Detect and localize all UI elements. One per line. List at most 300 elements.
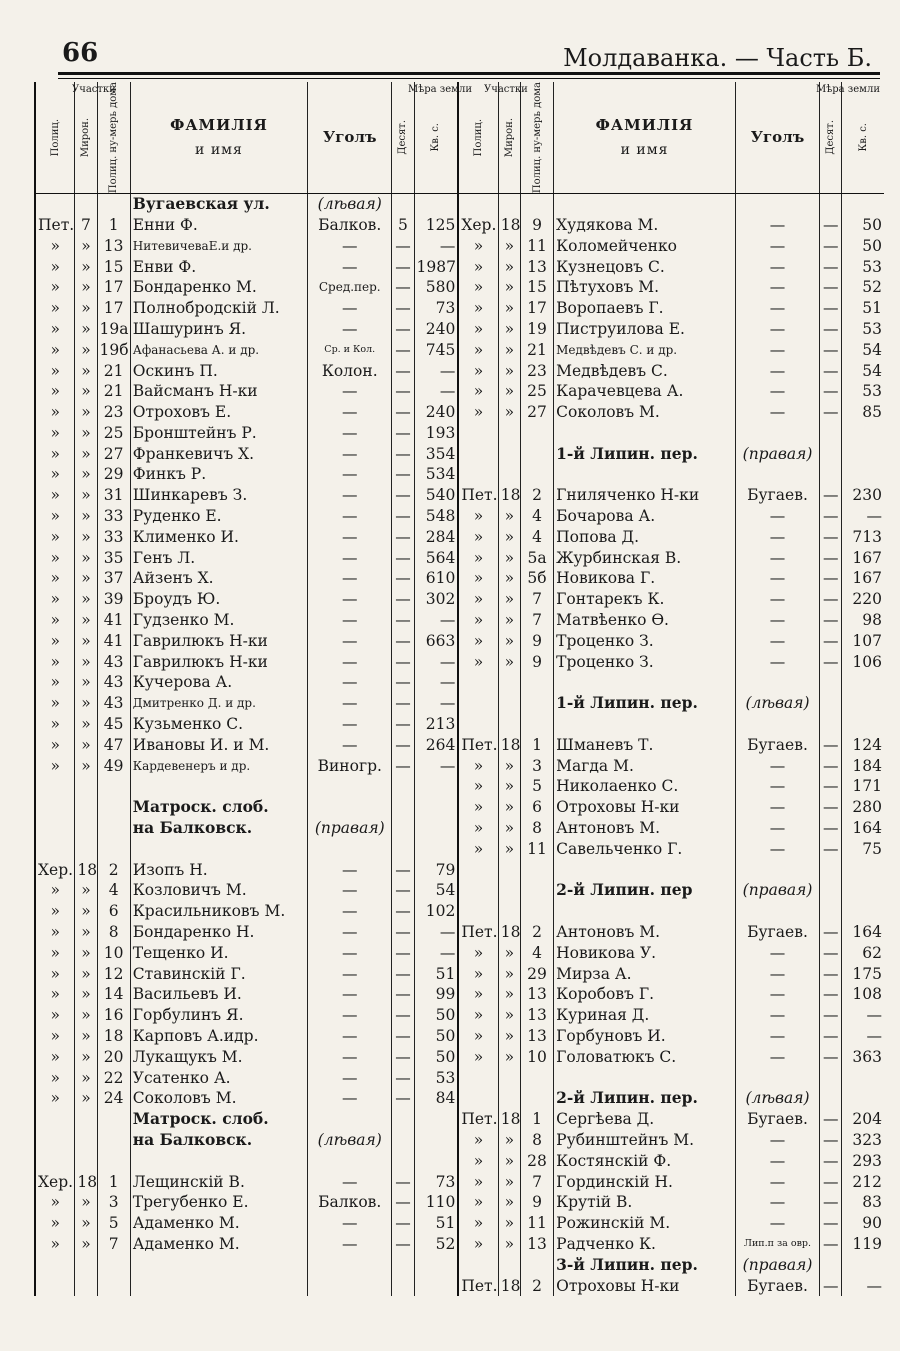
magistrate-precinct: » (75, 381, 97, 402)
table-row (35, 693, 884, 714)
police-station: » (35, 485, 75, 506)
house-number: 35 (97, 548, 130, 569)
police-station: » (458, 776, 498, 797)
land-desyatina: — (392, 257, 414, 278)
police-station: » (35, 610, 75, 631)
empty-cell (75, 1109, 97, 1130)
land-sq-sazhen: — (842, 1026, 884, 1047)
empty-cell (735, 901, 819, 922)
police-station: » (458, 1047, 498, 1068)
owner-name: Адаменко М. (130, 1213, 307, 1234)
owner-name: Пѣтуховъ М. (554, 277, 736, 298)
land-sq-sazhen: 52 (842, 277, 884, 298)
police-station: » (35, 922, 75, 943)
corner-street: Бугаев. (735, 1276, 819, 1297)
table-row (35, 1005, 884, 1026)
land-sq-sazhen: 125 (414, 215, 458, 236)
empty-cell (458, 714, 498, 735)
house-number: 19а (97, 319, 130, 340)
street-side: (лѣвая) (308, 1130, 392, 1151)
land-sq-sazhen: 53 (842, 381, 884, 402)
land-desyatina: — (820, 1172, 842, 1193)
owner-name: Лещинскій В. (130, 1172, 307, 1193)
owner-name: Айзенъ Х. (130, 568, 307, 589)
house-number: 22 (97, 1068, 130, 1089)
corner-street: — (308, 714, 392, 735)
land-sq-sazhen: 85 (842, 402, 884, 423)
magistrate-precinct: 18 (75, 1172, 97, 1193)
empty-cell (75, 839, 97, 860)
house-number: 2 (520, 922, 553, 943)
land-desyatina: — (392, 922, 414, 943)
land-sq-sazhen: — (414, 652, 458, 673)
house-number: 4 (97, 880, 130, 901)
land-sq-sazhen: 84 (414, 1088, 458, 1109)
empty-cell (842, 194, 884, 215)
empty-cell (35, 1109, 75, 1130)
owner-name: Коробовъ Г. (554, 984, 736, 1005)
empty-cell (414, 1109, 458, 1130)
owner-name: Изопъ Н. (130, 860, 307, 881)
land-desyatina: — (820, 1109, 842, 1130)
corner-street: — (735, 797, 819, 818)
police-station: » (458, 756, 498, 777)
empty-cell (498, 1068, 520, 1089)
magistrate-precinct: » (498, 236, 520, 257)
owner-name: Соколовъ М. (554, 402, 736, 423)
table-row (35, 568, 884, 589)
header-miron-left: Мирон. (75, 82, 97, 194)
police-station: Пет. (458, 485, 498, 506)
land-sq-sazhen: 354 (414, 444, 458, 465)
owner-name: Оскинъ П. (130, 361, 307, 382)
empty-cell (392, 776, 414, 797)
empty-cell (458, 901, 498, 922)
house-number: 25 (520, 381, 553, 402)
table-row (35, 298, 884, 319)
house-number: 5 (520, 776, 553, 797)
empty-cell (35, 818, 75, 839)
owner-name: Руденко Е. (130, 506, 307, 527)
land-desyatina: — (820, 1026, 842, 1047)
corner-street: — (308, 257, 392, 278)
street-heading: на Балковск. (130, 818, 307, 839)
corner-street: — (735, 298, 819, 319)
magistrate-precinct: » (75, 485, 97, 506)
magistrate-precinct: 18 (498, 735, 520, 756)
house-number: 21 (520, 340, 553, 361)
police-station: » (35, 1213, 75, 1234)
table-row (35, 1255, 884, 1276)
table-row (35, 714, 884, 735)
street-heading: на Балковск. (130, 1130, 307, 1151)
land-sq-sazhen: 164 (842, 922, 884, 943)
corner-street: Балков. (308, 1192, 392, 1213)
magistrate-precinct: » (498, 1213, 520, 1234)
magistrate-precinct: » (75, 298, 97, 319)
land-desyatina: — (820, 1047, 842, 1068)
corner-street: — (735, 1047, 819, 1068)
empty-cell (520, 194, 553, 215)
magistrate-precinct: » (498, 527, 520, 548)
corner-street: — (308, 735, 392, 756)
land-desyatina: — (392, 756, 414, 777)
police-station: » (35, 381, 75, 402)
empty-cell (842, 423, 884, 444)
magistrate-precinct: » (498, 381, 520, 402)
empty-cell (842, 444, 884, 465)
empty-cell (130, 1151, 307, 1172)
land-sq-sazhen: 302 (414, 589, 458, 610)
owner-name: Горбулинъ Я. (130, 1005, 307, 1026)
empty-cell (498, 672, 520, 693)
empty-cell (554, 901, 736, 922)
land-sq-sazhen: 53 (842, 319, 884, 340)
land-sq-sazhen: 175 (842, 964, 884, 985)
magistrate-precinct: » (498, 943, 520, 964)
land-desyatina: — (392, 464, 414, 485)
land-sq-sazhen: 171 (842, 776, 884, 797)
street-heading: Вугаевская ул. (130, 194, 307, 215)
empty-cell (75, 1151, 97, 1172)
land-desyatina: — (820, 402, 842, 423)
empty-cell (820, 880, 842, 901)
magistrate-precinct: » (498, 984, 520, 1005)
empty-cell (75, 818, 97, 839)
empty-cell (414, 797, 458, 818)
police-station: » (35, 693, 75, 714)
address-ledger-table (34, 82, 884, 1296)
land-sq-sazhen: 280 (842, 797, 884, 818)
land-sq-sazhen: 230 (842, 485, 884, 506)
magistrate-precinct: » (75, 340, 97, 361)
land-sq-sazhen: 213 (414, 714, 458, 735)
empty-cell (735, 1068, 819, 1089)
header-desyat-left: Десят. (392, 82, 414, 194)
owner-name: Троценко З. (554, 652, 736, 673)
empty-cell (554, 672, 736, 693)
land-desyatina: — (820, 776, 842, 797)
table-row (35, 257, 884, 278)
empty-cell (520, 672, 553, 693)
land-desyatina: — (392, 361, 414, 382)
house-number: 9 (520, 1192, 553, 1213)
empty-cell (735, 860, 819, 881)
land-desyatina: — (820, 257, 842, 278)
owner-name: Бронштейнъ Р. (130, 423, 307, 444)
owner-name: Горбуновъ И. (554, 1026, 736, 1047)
corner-street: — (308, 610, 392, 631)
police-station: » (458, 964, 498, 985)
magistrate-precinct: » (75, 1005, 97, 1026)
empty-cell (414, 194, 458, 215)
corner-street: — (308, 1088, 392, 1109)
police-station: » (35, 568, 75, 589)
corner-street: — (308, 1026, 392, 1047)
empty-cell (97, 1255, 130, 1276)
corner-street: Бугаев. (735, 485, 819, 506)
owner-name: Куриная Д. (554, 1005, 736, 1026)
owner-name: Афанасьева А. и др. (130, 340, 307, 361)
table-row (35, 236, 884, 257)
police-station: » (35, 319, 75, 340)
house-number: 39 (97, 589, 130, 610)
land-sq-sazhen: 50 (414, 1026, 458, 1047)
police-station: » (35, 901, 75, 922)
empty-cell (97, 797, 130, 818)
magistrate-precinct: 18 (75, 860, 97, 881)
magistrate-precinct: » (75, 568, 97, 589)
owner-name: Кучерова А. (130, 672, 307, 693)
empty-cell (130, 1276, 307, 1297)
table-row (35, 340, 884, 361)
land-sq-sazhen: 106 (842, 652, 884, 673)
land-desyatina: — (392, 672, 414, 693)
land-sq-sazhen: — (414, 361, 458, 382)
land-sq-sazhen: 50 (414, 1047, 458, 1068)
owner-name: Антоновъ М. (554, 922, 736, 943)
magistrate-precinct: » (75, 1213, 97, 1234)
magistrate-precinct: » (75, 506, 97, 527)
land-desyatina: — (820, 589, 842, 610)
house-number: 5 (97, 1213, 130, 1234)
empty-cell (414, 776, 458, 797)
land-desyatina: — (392, 901, 414, 922)
house-number: 12 (97, 964, 130, 985)
house-number: 8 (520, 1130, 553, 1151)
owner-name: Кардевенеръ и др. (130, 756, 307, 777)
table-row (35, 194, 884, 215)
magistrate-precinct: » (75, 1047, 97, 1068)
corner-street: Лип.п за овр. (735, 1234, 819, 1255)
corner-street: — (735, 839, 819, 860)
police-station: » (458, 1234, 498, 1255)
land-sq-sazhen: 167 (842, 548, 884, 569)
empty-cell (414, 1255, 458, 1276)
land-sq-sazhen: 51 (842, 298, 884, 319)
magistrate-precinct: » (498, 298, 520, 319)
owner-name: Кузнецовъ С. (554, 257, 736, 278)
land-desyatina: — (392, 402, 414, 423)
police-station: » (35, 340, 75, 361)
empty-cell (554, 423, 736, 444)
magistrate-precinct: » (75, 922, 97, 943)
house-number: 10 (97, 943, 130, 964)
house-number: 1 (520, 1109, 553, 1130)
empty-cell (458, 860, 498, 881)
police-station: » (458, 631, 498, 652)
empty-cell (520, 444, 553, 465)
owner-name: Вайсманъ Н-ки (130, 381, 307, 402)
land-sq-sazhen: — (842, 506, 884, 527)
police-station: » (458, 361, 498, 382)
empty-cell (820, 1088, 842, 1109)
land-desyatina: — (392, 568, 414, 589)
empty-cell (414, 1130, 458, 1151)
land-sq-sazhen: 83 (842, 1192, 884, 1213)
empty-cell (554, 1068, 736, 1089)
empty-cell (392, 839, 414, 860)
house-number: 31 (97, 485, 130, 506)
magistrate-precinct: » (75, 672, 97, 693)
owner-name: Финкъ Р. (130, 464, 307, 485)
empty-cell (392, 1276, 414, 1297)
police-station: » (458, 340, 498, 361)
police-station: Пет. (35, 215, 75, 236)
corner-street: — (735, 548, 819, 569)
land-sq-sazhen: — (414, 922, 458, 943)
empty-cell (520, 901, 553, 922)
corner-street: — (308, 381, 392, 402)
header-mera-left: Мѣра земли (408, 84, 472, 95)
police-station: » (35, 464, 75, 485)
empty-cell (820, 672, 842, 693)
land-sq-sazhen: 54 (842, 361, 884, 382)
house-number: 2 (520, 485, 553, 506)
police-station: » (458, 298, 498, 319)
empty-cell (520, 714, 553, 735)
corner-street: — (308, 402, 392, 423)
police-station: » (458, 236, 498, 257)
police-station: » (458, 527, 498, 548)
police-station: » (458, 277, 498, 298)
land-desyatina: — (820, 943, 842, 964)
land-sq-sazhen: 73 (414, 298, 458, 319)
empty-cell (735, 714, 819, 735)
empty-cell (820, 194, 842, 215)
land-desyatina: — (392, 277, 414, 298)
land-desyatina: — (392, 381, 414, 402)
land-sq-sazhen: 79 (414, 860, 458, 881)
land-sq-sazhen: 240 (414, 319, 458, 340)
land-desyatina: — (820, 568, 842, 589)
table-row (35, 776, 884, 797)
street-heading: 2-й Липин. пер. (554, 1088, 736, 1109)
house-number: 20 (97, 1047, 130, 1068)
land-desyatina: — (392, 1005, 414, 1026)
table-row (35, 1026, 884, 1047)
corner-street: — (735, 818, 819, 839)
house-number: 13 (97, 236, 130, 257)
police-station: » (35, 527, 75, 548)
corner-street: — (735, 402, 819, 423)
land-desyatina: — (820, 839, 842, 860)
land-desyatina: — (820, 1192, 842, 1213)
house-number: 4 (520, 506, 553, 527)
house-number: 14 (97, 984, 130, 1005)
empty-cell (735, 194, 819, 215)
land-desyatina: — (392, 236, 414, 257)
house-number: 8 (97, 922, 130, 943)
empty-cell (35, 194, 75, 215)
header-ugol-right: Уголъ (735, 82, 819, 194)
owner-name: Броудъ Ю. (130, 589, 307, 610)
empty-cell (35, 1130, 75, 1151)
land-desyatina: 5 (392, 215, 414, 236)
police-station: » (458, 1005, 498, 1026)
land-desyatina: — (820, 922, 842, 943)
owner-name: Матвѣенко Ѳ. (554, 610, 736, 631)
empty-cell (458, 1255, 498, 1276)
table-row (35, 1068, 884, 1089)
land-sq-sazhen: 193 (414, 423, 458, 444)
owner-name: Гординскій Н. (554, 1172, 736, 1193)
police-station: » (35, 1234, 75, 1255)
magistrate-precinct: » (498, 361, 520, 382)
corner-street: Колон. (308, 361, 392, 382)
owner-name: Сергѣева Д. (554, 1109, 736, 1130)
police-station: » (458, 1192, 498, 1213)
land-sq-sazhen: 50 (414, 1005, 458, 1026)
land-sq-sazhen: — (414, 943, 458, 964)
magistrate-precinct: » (75, 423, 97, 444)
land-desyatina: — (392, 714, 414, 735)
house-number: 47 (97, 735, 130, 756)
empty-cell (820, 1255, 842, 1276)
empty-cell (392, 194, 414, 215)
land-desyatina: — (392, 548, 414, 569)
land-desyatina: — (820, 548, 842, 569)
land-sq-sazhen: 51 (414, 964, 458, 985)
empty-cell (498, 444, 520, 465)
house-number: 15 (520, 277, 553, 298)
land-desyatina: — (820, 984, 842, 1005)
empty-cell (97, 1109, 130, 1130)
magistrate-precinct: » (75, 714, 97, 735)
empty-cell (820, 901, 842, 922)
land-desyatina: — (820, 610, 842, 631)
land-desyatina: — (392, 735, 414, 756)
land-sq-sazhen: 167 (842, 568, 884, 589)
empty-cell (554, 464, 736, 485)
owner-name: Медвѣдевъ С. и др. (554, 340, 736, 361)
land-sq-sazhen: — (842, 1276, 884, 1297)
police-station: » (458, 984, 498, 1005)
header-mera-right: Мѣра земли (816, 84, 880, 95)
magistrate-precinct: » (75, 756, 97, 777)
magistrate-precinct: » (498, 589, 520, 610)
magistrate-precinct: » (498, 797, 520, 818)
corner-street: — (735, 589, 819, 610)
empty-cell (458, 444, 498, 465)
magistrate-precinct: » (75, 548, 97, 569)
empty-cell (554, 714, 736, 735)
corner-street: — (735, 568, 819, 589)
owner-name: Рожинскій М. (554, 1213, 736, 1234)
owner-name: Худякова М. (554, 215, 736, 236)
owner-name: Соколовъ М. (130, 1088, 307, 1109)
magistrate-precinct: » (498, 818, 520, 839)
house-number: 7 (97, 1234, 130, 1255)
empty-cell (458, 1088, 498, 1109)
house-number: 2 (97, 860, 130, 881)
page-title: Молдаванка. — Часть Б. (563, 44, 872, 72)
empty-cell (498, 423, 520, 444)
police-station: » (35, 756, 75, 777)
land-sq-sazhen: 108 (842, 984, 884, 1005)
house-number: 23 (97, 402, 130, 423)
land-sq-sazhen: 62 (842, 943, 884, 964)
house-number: 33 (97, 527, 130, 548)
empty-cell (498, 693, 520, 714)
magistrate-precinct: 7 (75, 215, 97, 236)
land-desyatina: — (820, 506, 842, 527)
land-desyatina: — (392, 1234, 414, 1255)
owner-name: Ставинскій Г. (130, 964, 307, 985)
corner-street: — (735, 964, 819, 985)
police-station: » (458, 319, 498, 340)
land-sq-sazhen: 119 (842, 1234, 884, 1255)
